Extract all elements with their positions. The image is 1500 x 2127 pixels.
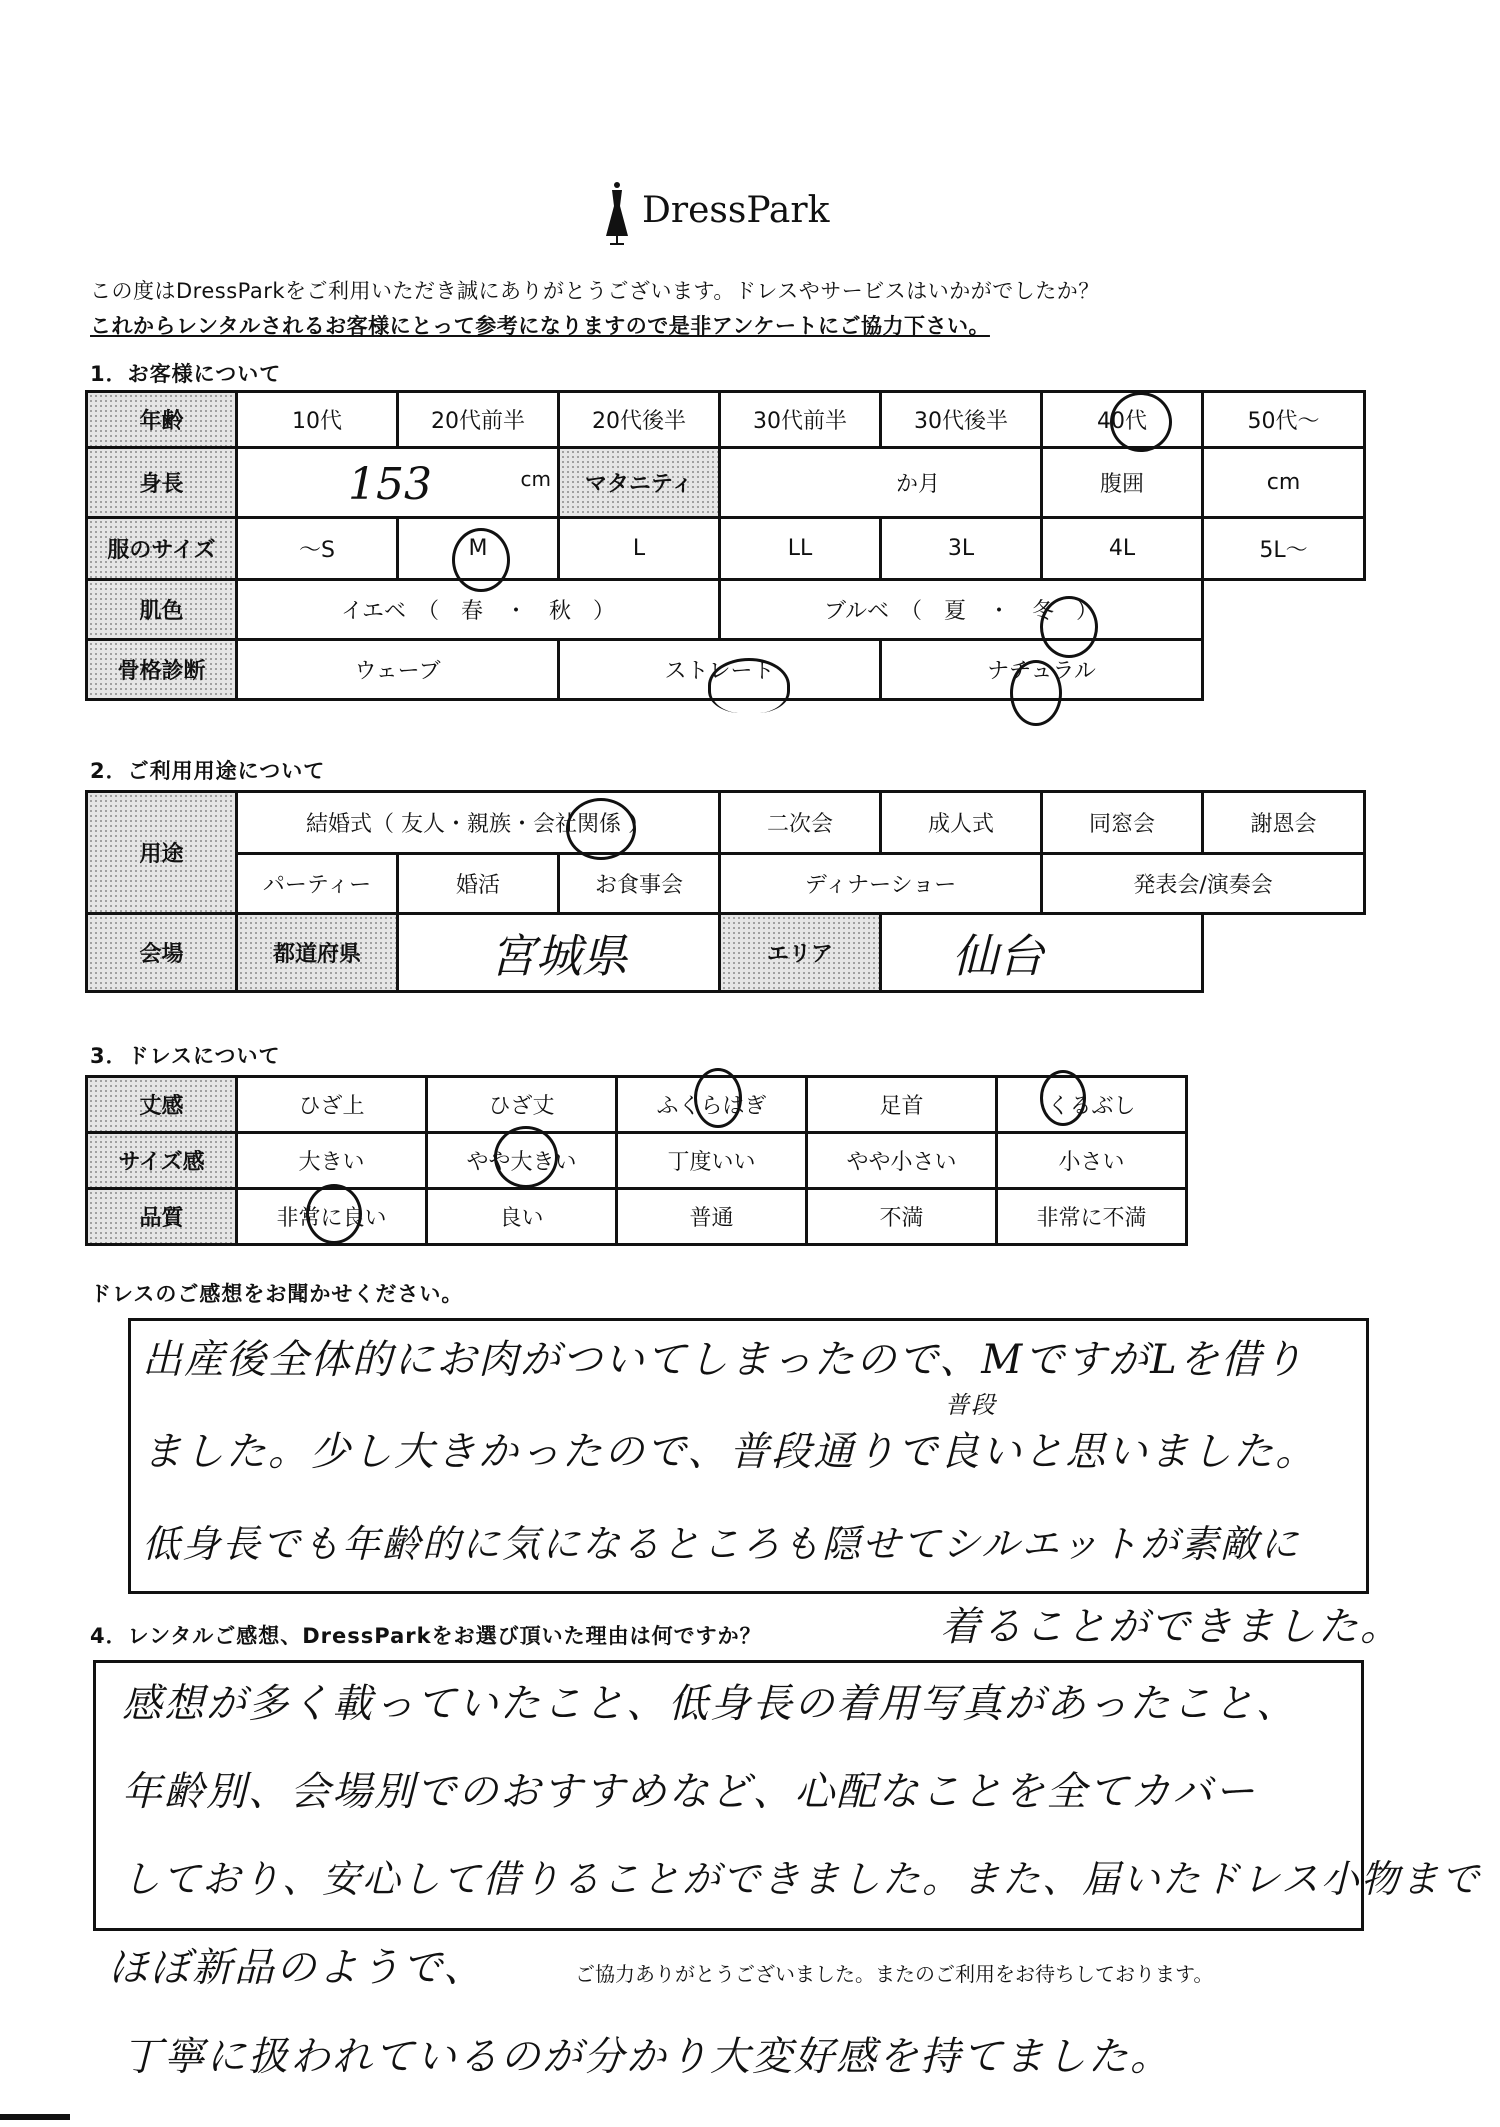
skeleton-option[interactable]: ウェーブ [237,640,559,700]
quality-option[interactable]: 普通 [617,1189,807,1245]
thanks-message: ご協力ありがとうございました。またのご利用をお待ちしております。 [575,1962,1214,1986]
size-option[interactable]: ～S [237,518,398,580]
size-option[interactable]: LL [720,518,881,580]
impressions-line: 出産後全体的にお肉がついてしまったので、MですがLを借り [142,1337,1305,1383]
length-option[interactable]: ふくらはぎ [617,1077,807,1133]
fit-option[interactable]: やや小さい [807,1133,997,1189]
age-label: 年齢 [87,392,237,448]
area-label: エリア [720,914,881,992]
skeleton-option[interactable]: ストレート [559,640,881,700]
skeleton-option[interactable]: ナチュラル [881,640,1203,700]
dress-table [85,1075,1188,1246]
age-option[interactable]: 30代前半 [720,392,881,448]
fit-label: サイズ感 [87,1133,237,1189]
age-option[interactable]: 10代 [237,392,398,448]
usage-option[interactable]: パーティー [237,854,398,914]
skin-blue-option[interactable]: ブルベ （ 夏 ・ 冬 ） [720,580,1203,640]
fit-option[interactable]: 小さい [997,1133,1187,1189]
usage-option[interactable]: 同窓会 [1042,792,1203,854]
belly-unit[interactable]: cm [1203,448,1365,518]
fit-option-selected[interactable]: やや大きい [427,1133,617,1189]
length-option[interactable]: ひざ丈 [427,1077,617,1133]
usage-selection-circle [566,798,636,860]
height-label: 身長 [87,448,237,518]
size-option[interactable]: 5L～ [1203,518,1365,580]
size-label: 服のサイズ [87,518,237,580]
usage-option[interactable]: 成人式 [881,792,1042,854]
age-option[interactable]: 20代後半 [559,392,720,448]
dress-icon [600,180,634,246]
impressions-line: 着ることができました。 [940,1604,1402,1650]
section-2-title: 2．ご利用用途について [90,759,326,783]
fit-selection-circle [494,1126,558,1188]
skeleton-scribble-2 [1010,660,1062,726]
length-option[interactable]: 足首 [807,1077,997,1133]
quality-option[interactable]: 不満 [807,1189,997,1245]
size-selection-circle [452,528,510,592]
prefecture-value[interactable]: 宮城県 [398,914,720,992]
belly-label: 腹囲 [1042,448,1203,518]
usage-option[interactable]: お食事会 [559,854,720,914]
impressions-prompt: ドレスのご感想をお聞かせください。 [90,1282,464,1306]
length-option[interactable]: くるぶし [997,1077,1187,1133]
impressions-correction: 普段 [945,1391,997,1419]
quality-option-selected[interactable]: 非常に良い [237,1189,427,1245]
size-option-selected[interactable]: M [398,518,559,580]
impressions-line: ました。少し大きかったので、普段通りで良いと思いました。 [142,1429,1318,1475]
usage-option[interactable]: 謝恩会 [1203,792,1365,854]
skeleton-label: 骨格診断 [87,640,237,700]
height-field[interactable] [237,448,559,518]
usage-option[interactable]: 二次会 [720,792,881,854]
area-value[interactable]: 仙台 [881,914,1203,992]
scan-mark [0,2114,70,2120]
quality-option[interactable]: 良い [427,1189,617,1245]
length-scribble-2 [1040,1070,1086,1126]
reason-line: 感想が多く載っていたこと、低身長の着用写真があったこと、 [122,1681,1298,1727]
age-option[interactable]: 30代後半 [881,392,1042,448]
age-option[interactable]: 20代前半 [398,392,559,448]
section-4-title: 4．レンタルご感想、DressParkをお選び頂いた理由は何ですか？ [90,1624,762,1648]
fit-option[interactable]: 丁度いい [617,1133,807,1189]
usage-option[interactable]: 婚活 [398,854,559,914]
skeleton-scribble-1 [708,658,790,713]
dresspark-logo [600,180,860,250]
reason-line: 年齢別、会場別でのおすすめなど、心配なことを全てカバー [122,1769,1257,1815]
quality-option[interactable]: 非常に不満 [997,1189,1187,1245]
size-option[interactable]: 3L [881,518,1042,580]
usage-wedding-option[interactable]: 結婚式（ 友人・親族・会社関係 ） [237,792,720,854]
maternity-months-unit[interactable]: か月 [720,448,1042,518]
venue-label: 会場 [87,914,237,992]
fit-option[interactable]: 大きい [237,1133,427,1189]
reason-line: しており、安心して借りることができました。また、届いたドレス小物まで [122,1857,1481,1901]
customer-table [85,390,1366,701]
logo-text: DressPark [642,190,830,231]
intro-line-2: これからレンタルされるお客様にとって参考になりますので是非アンケートにご協力下さい。 [90,314,990,338]
usage-option[interactable]: ディナーショー [720,854,1042,914]
quality-label: 品質 [87,1189,237,1245]
height-unit: cm [520,467,551,491]
height-value: 153 [348,459,432,510]
intro-line-1: この度はDressParkをご利用いただき誠にありがとうございます。ドレスやサービスはいかがでしたか？ [90,279,1100,303]
usage-option[interactable]: 発表会/演奏会 [1042,854,1365,914]
reason-line: ほぼ新品のようで、 [108,1945,486,1991]
usage-label: 用途 [87,792,237,914]
section-1-title: 1．お客様について [90,362,282,386]
length-scribble-1 [694,1068,742,1128]
section-3-title: 3．ドレスについて [90,1044,281,1068]
skin-label: 肌色 [87,580,237,640]
length-option[interactable]: ひざ上 [237,1077,427,1133]
size-option[interactable]: L [559,518,720,580]
quality-selection-circle [306,1184,362,1244]
impressions-line: 低身長でも年齢的に気になるところも隠せてシルエットが素敵に [142,1522,1301,1566]
usage-table [85,790,1366,993]
size-option[interactable]: 4L [1042,518,1203,580]
reason-line: 丁寧に扱われているのが分かり大変好感を持てました。 [122,2034,1172,2080]
length-label: 丈感 [87,1077,237,1133]
age-option-selected[interactable]: 40代 [1042,392,1203,448]
age-option[interactable]: 50代～ [1203,392,1365,448]
prefecture-label: 都道府県 [237,914,398,992]
skin-selection-circle [1040,596,1098,658]
skin-yellow-option[interactable]: イエベ （ 春 ・ 秋 ） [237,580,720,640]
maternity-label: マタニティ [559,448,720,518]
age-selection-circle [1110,392,1172,452]
